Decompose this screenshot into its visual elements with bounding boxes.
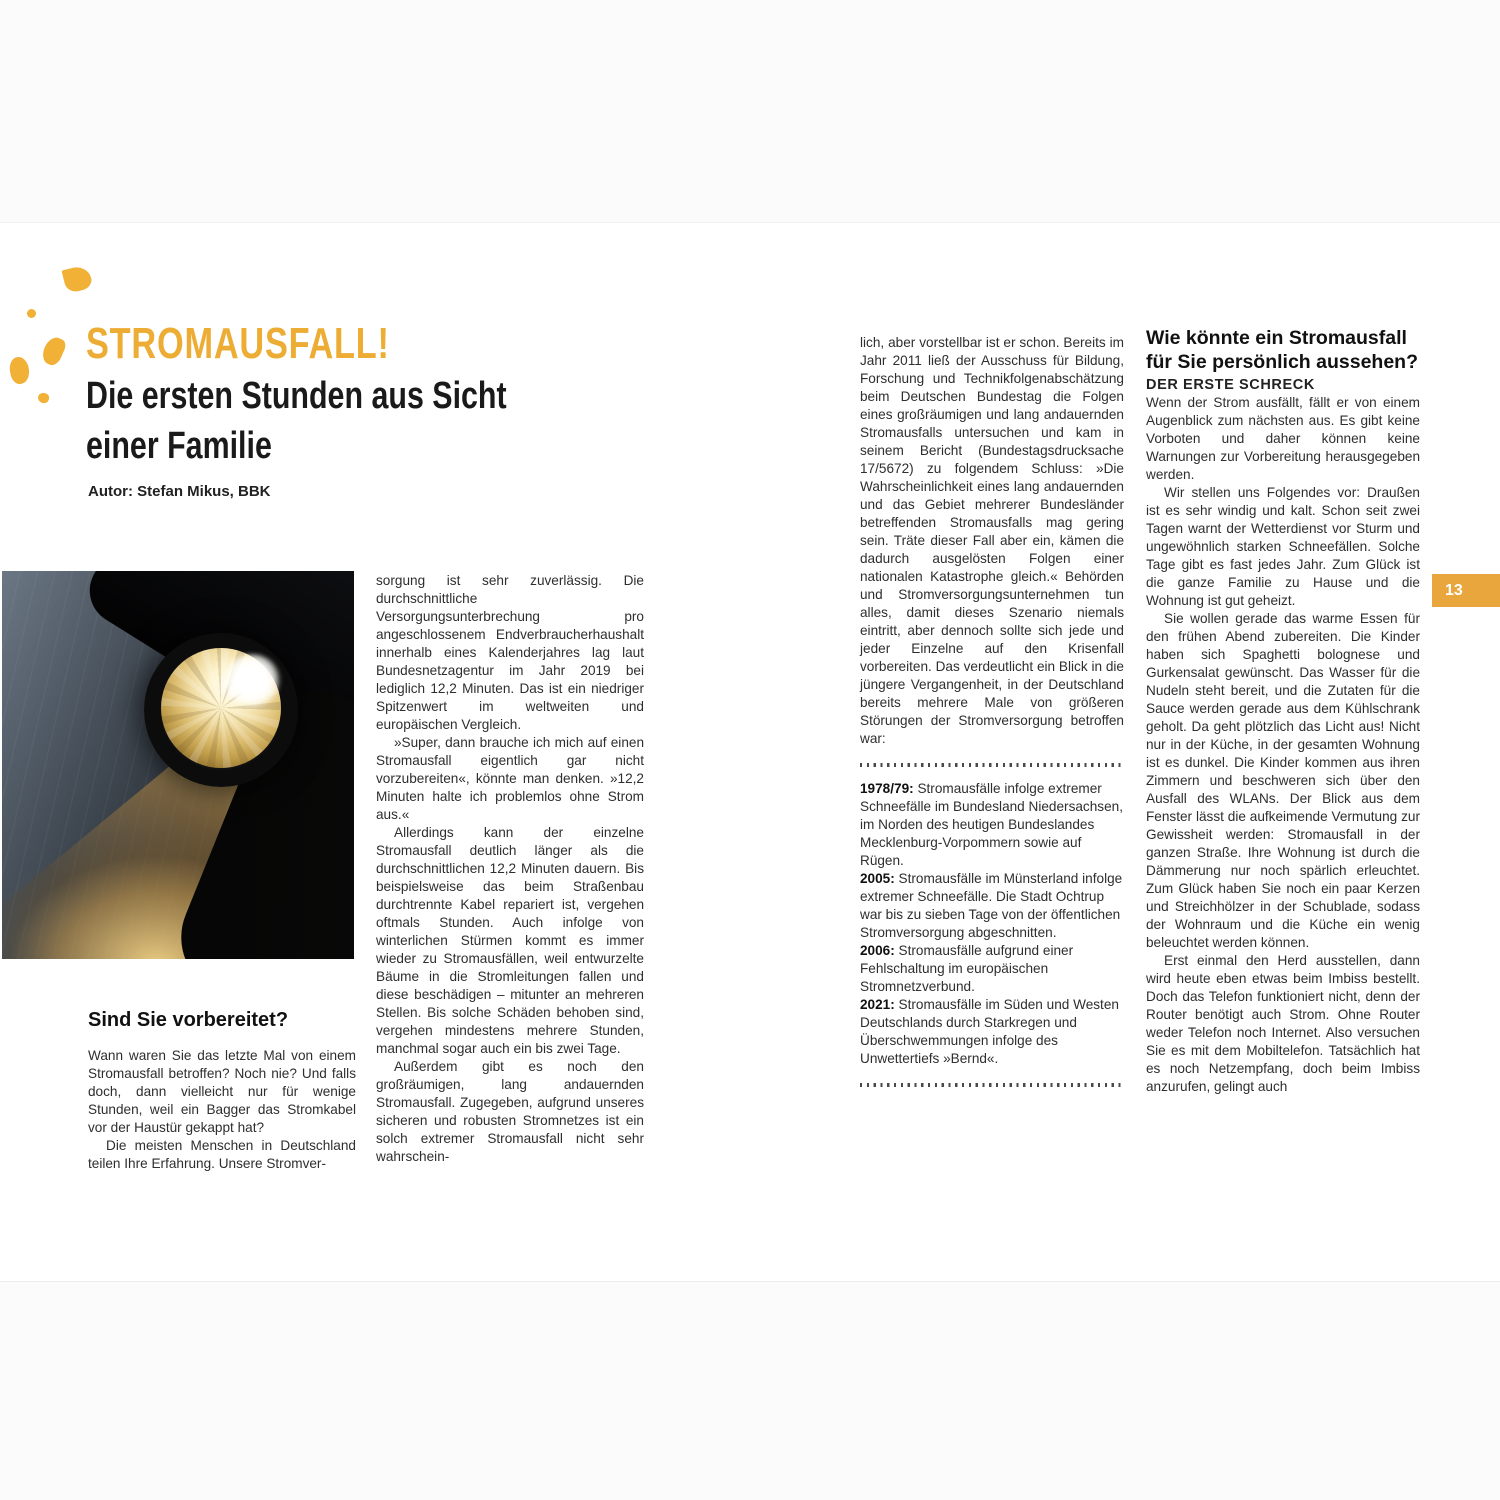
timeline-entry <box>860 996 1124 1068</box>
paragraph: lich, aber vorstellbar ist er schon. Bereits im Jahr 2011 ließ der Ausschuss für Bildung, Forschung und Technikfolgenabschätzung beim Deutschen Bundestag die Folgen eines großräumigen und lang andauernden Stromausfalls untersuchen und kam in seinem Bericht (Bundestagsdrucksache 17/5672) zu folgendem Schluss: »Die Wahrscheinlichkeit eines lang andauernden und das Gebiet mehrerer Bundesländer betreffenden Stromausfalls mag gering sein. Träte dieser Fall aber ein, kämen die dadurch ausgelösten Folgen einer nationalen Katastrophe gleich.« Behörden und Stromversorgungsunternehmen tun alles, damit dieses Szenario niemals eintritt, aber dennoch sollte sich jede und jeder Einzelne auf den Krisenfall vorbereiten. Das verdeutlicht ein Blick in die jüngere Vergangenheit, in der Deutschland bereits mehrere Male von größeren Störungen der Stromversorgung betroffen war: <box>860 335 1124 746</box>
timeline-entry <box>860 870 1124 942</box>
article-subtitle <box>86 371 507 471</box>
magazine-page <box>0 222 1500 1282</box>
yellow-splash-dot <box>27 309 36 318</box>
article-title: STROMAUSFALL! <box>86 319 390 368</box>
text-column-3 <box>860 334 1124 1100</box>
text-column-4 <box>1146 326 1420 1096</box>
timeline-year: 2006: <box>860 943 895 958</box>
paragraph: sorgung ist sehr zuverlässig. Die durchschnittliche Versorgungsunterbrechung pro angeschlossenem Endverbraucherhaushalt innerhalb eines Kalenderjahres lag laut Bundesnetzagentur im Jahr 2019 bei lediglich 12,2 Minuten. Das ist ein niedriger Spitzenwert im weltweiten und europäischen Vergleich. <box>376 573 644 732</box>
section-heading-wie-koennte: Wie könnte ein Stromausfall für Sie persönlich aussehen? <box>1146 327 1418 373</box>
subtitle-line-2: einer Familie <box>86 425 272 467</box>
subtitle-line-1: Die ersten Stunden aus Sicht <box>86 375 507 417</box>
timeline-text: Stromausfälle aufgrund einer Fehlschaltung im europäischen Stromnetzverbund. <box>860 943 1074 994</box>
yellow-splash-blob <box>8 356 31 386</box>
page-number-tab: 13 <box>1432 574 1500 607</box>
timeline-text: Stromausfälle im Süden und Westen Deutschlands durch Starkregen und Überschwemmungen infolge des Unwettertiefs »Bernd«. <box>860 997 1119 1066</box>
text-column-1 <box>88 1047 356 1173</box>
paragraph: Allerdings kann der einzelne Stromausfall deutlich länger als die durchschnittlichen 12,2 Minuten dauern. Bis beispielsweise das beim Straßenbau durchtrennte Kabel repariert ist, vergehen oftmals Stunden. Auch infolge von winterlichen Stürmen kommt es immer wieder zu Stromausfällen, weil entwurzelte Bäume in die Stromleitungen fallen und diese beschädigen – mitunter an mehreren Stellen. Bis solche Schäden behoben sind, vergehen mindestens mehrere Stunden, manchmal sogar auch ein bis zwei Tage. <box>376 825 644 1056</box>
timeline-year: 2021: <box>860 997 895 1012</box>
section-heading-sind-sie-vorbereitet: Sind Sie vorbereitet? <box>88 1009 289 1031</box>
timeline-year: 1978/79: <box>860 781 914 796</box>
photo-flashlight-head <box>144 633 298 787</box>
photo-flashlight-reflector <box>161 648 281 768</box>
sub-section-label: DER ERSTE SCHRECK <box>1146 377 1315 393</box>
paragraph: Die meisten Menschen in Deutschland teilen Ihre Erfahrung. Unsere Stromver- <box>88 1138 356 1171</box>
flashlight-photo <box>2 571 354 959</box>
text-column-2 <box>376 572 644 1166</box>
dotted-divider <box>860 763 1124 767</box>
yellow-splash-blob <box>39 334 68 367</box>
timeline-entry <box>860 942 1124 996</box>
timeline-entry <box>860 780 1124 870</box>
yellow-splash-dot <box>37 392 50 405</box>
paragraph: Sie wollen gerade das warme Essen für den frühen Abend zubereiten. Die Kinder haben sich Spaghetti bolognese und Gurkensalat gewünscht. Das Wasser für die Nudeln steht bereit, und die Zutaten für die Sauce werden gerade aus dem Kühlschrank geholt. Da geht plötzlich das Licht aus! Nicht nur in der Küche, in der gesamten Wohnung ist es dunkel. Die Kinder kommen aus ihren Zimmern und beschweren sich über den Ausfall des WLANs. Der Blick aus dem Fenster lässt die aufkeimende Vermutung zur Gewissheit werden: Stromausfall in der ganzen Straße. Ihre Wohnung ist durch die Dämmerung nur noch spärlich erleuchtet. Zum Glück haben Sie noch ein paar Kerzen und Streichhölzer in der Schublade, sodass der Wohnraum und die Küche ein wenig beleuchtet werden können. <box>1146 611 1420 950</box>
dotted-divider <box>860 1083 1124 1087</box>
paragraph: Wir stellen uns Folgendes vor: Draußen ist es sehr windig und kalt. Schon seit zwei Tagen warnt der Wetterdienst vor Sturm und ungewöhnlich starken Schneefällen. Solche Tage gibt es fast jedes Jahr. Zum Glück ist die ganze Familie zu Hause und die Wohnung ist gut geheizt. <box>1146 485 1420 608</box>
yellow-splash-blob <box>61 264 93 294</box>
timeline-year: 2005: <box>860 871 895 886</box>
paragraph: Außerdem gibt es noch den großräumigen, lang andauernden Stromausfall. Zugegeben, aufgrund unseres sicheren und robusten Stromnetzes ist ein solch extremer Stromausfall nicht sehr wahrschein- <box>376 1059 644 1164</box>
photo-bulb-hotspot <box>223 654 281 706</box>
paragraph: Wann waren Sie das letzte Mal von einem Stromausfall betroffen? Noch nie? Und falls doch, dann vielleicht nur für wenige Stunden, weil ein Bagger das Stromkabel vor der Haustür gekappt hat? <box>88 1048 356 1135</box>
author-byline: Autor: Stefan Mikus, BBK <box>88 483 271 500</box>
paragraph: Wenn der Strom ausfällt, fällt er von einem Augenblick zum nächsten aus. Es gibt keine Vorboten und daher können keine Warnungen zur Vorbereitung herausgegeben werden. <box>1146 395 1420 482</box>
timeline-text: Stromausfälle infolge extremer Schneefälle im Bundesland Niedersachsen, im Norden des heutigen Bundeslandes Mecklenburg-Vorpommern sowie auf Rügen. <box>860 781 1123 868</box>
paragraph: »Super, dann brauche ich mich auf einen Stromausfall eigentlich gar nicht vorzubereiten«, könnte man denken. »12,2 Minuten halte ich problemlos ohne Strom aus.« <box>376 735 644 822</box>
timeline-text: Stromausfälle im Münsterland infolge extremer Schneefälle. Die Stadt Ochtrup war bis zu sieben Tage von der öffentlichen Stromversorgung abgeschnitten. <box>860 871 1123 940</box>
paragraph: Erst einmal den Herd ausstellen, dann wird heute eben etwas beim Imbiss bestellt. Doch das Telefon funktioniert nicht, denn der Router benötigt auch Strom. Ohne Router weder Telefon noch Internet. Also versuchen Sie es mit dem Mobiltelefon. Tatsächlich hat es noch Netzempfang, doch beim Imbiss anzurufen, gelingt auch <box>1146 953 1420 1094</box>
